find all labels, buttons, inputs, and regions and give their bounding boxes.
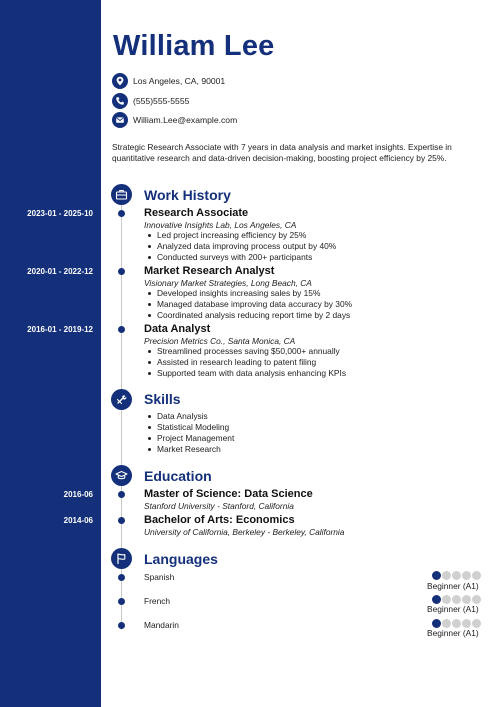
job-bullet: Analyzed data improving process output by 40% bbox=[144, 241, 336, 252]
timeline-dot bbox=[118, 210, 125, 217]
rating-dot-empty bbox=[462, 619, 471, 628]
job-bullet: Supported team with data analysis enhancing KPIs bbox=[144, 368, 346, 379]
language-rating bbox=[432, 571, 481, 580]
job-bullet: Streamlined processes saving $50,000+ annually bbox=[144, 346, 346, 357]
candidate-name: William Lee bbox=[113, 30, 275, 62]
rating-dot-empty bbox=[442, 571, 451, 580]
rating-dot-empty bbox=[442, 595, 451, 604]
left-sidebar-band bbox=[0, 0, 101, 707]
language-rating bbox=[432, 619, 481, 628]
skill-item: Market Research bbox=[144, 444, 234, 455]
contact-address bbox=[112, 73, 225, 89]
education-degree: Master of Science: Data Science bbox=[144, 488, 313, 500]
rating-dot-filled bbox=[432, 595, 441, 604]
email-text[interactable]: William.Lee@example.com bbox=[133, 115, 238, 125]
job-company: Innovative Insights Lab, Los Angeles, CA bbox=[144, 220, 297, 230]
job-bullet: Conducted surveys with 200+ participants bbox=[144, 252, 336, 263]
job-bullets bbox=[144, 230, 336, 263]
skill-item: Data Analysis bbox=[144, 411, 234, 422]
rating-dot-filled bbox=[432, 619, 441, 628]
timeline-dot bbox=[118, 268, 125, 275]
skills-heading: Skills bbox=[144, 391, 181, 407]
job-title: Data Analyst bbox=[144, 323, 211, 335]
contact-phone bbox=[112, 93, 189, 109]
timeline-dot bbox=[118, 598, 125, 605]
job-title: Research Associate bbox=[144, 207, 249, 219]
professional-summary: Strategic Research Associate with 7 years in data analysis and market insights. Expertise in quantitative research and data-driven decision-making, boosting project efficiency by 25%. bbox=[112, 142, 452, 163]
education-school: University of California, Berkeley - Berkeley, California bbox=[144, 527, 345, 537]
graduation-cap-icon bbox=[111, 465, 132, 486]
job-company: Precision Metrics Co., Santa Monica, CA bbox=[144, 336, 296, 346]
rating-dot-empty bbox=[472, 571, 481, 580]
job-company: Visionary Market Strategies, Long Beach, CA bbox=[144, 278, 312, 288]
rating-dot-filled bbox=[432, 571, 441, 580]
language-name: Spanish bbox=[144, 572, 175, 582]
language-level: Beginner (A1) bbox=[427, 628, 479, 638]
skill-item: Project Management bbox=[144, 433, 234, 444]
education-year: 2016-06 bbox=[63, 490, 93, 499]
envelope-icon bbox=[112, 112, 128, 128]
rating-dot-empty bbox=[442, 619, 451, 628]
rating-dot-empty bbox=[452, 571, 461, 580]
hand-tools-icon bbox=[111, 389, 132, 410]
job-dates: 2023-01 - 2025-10 bbox=[27, 209, 93, 218]
location-pin-icon bbox=[112, 73, 128, 89]
job-bullet: Assisted in research leading to patent filing bbox=[144, 357, 346, 368]
phone-text: (555)555-5555 bbox=[133, 96, 190, 106]
job-title: Market Research Analyst bbox=[144, 265, 275, 277]
language-rating bbox=[432, 595, 481, 604]
education-heading: Education bbox=[144, 468, 212, 484]
timeline-dot bbox=[118, 326, 125, 333]
job-bullets bbox=[144, 288, 352, 321]
timeline-dot bbox=[118, 517, 125, 524]
language-name: Mandarin bbox=[144, 620, 179, 630]
job-bullets bbox=[144, 346, 346, 379]
job-dates: 2016-01 - 2019-12 bbox=[27, 325, 93, 334]
education-year: 2014-06 bbox=[63, 516, 93, 525]
languages-heading: Languages bbox=[144, 551, 218, 567]
job-bullet: Managed database improving data accuracy by 30% bbox=[144, 299, 352, 310]
job-dates: 2020-01 - 2022-12 bbox=[27, 267, 93, 276]
skill-item: Statistical Modeling bbox=[144, 422, 234, 433]
language-name: French bbox=[144, 596, 171, 606]
job-bullet: Coordinated analysis reducing report time by 2 days bbox=[144, 310, 352, 321]
timeline-dot bbox=[118, 622, 125, 629]
contact-email bbox=[112, 112, 237, 128]
rating-dot-empty bbox=[462, 595, 471, 604]
phone-icon bbox=[112, 93, 128, 109]
education-degree: Bachelor of Arts: Economics bbox=[144, 514, 295, 526]
rating-dot-empty bbox=[462, 571, 471, 580]
job-bullet: Developed insights increasing sales by 15% bbox=[144, 288, 352, 299]
language-level: Beginner (A1) bbox=[427, 581, 479, 591]
timeline-dot bbox=[118, 574, 125, 581]
education-school: Stanford University - Stanford, California bbox=[144, 501, 294, 511]
job-bullet: Led project increasing efficiency by 25% bbox=[144, 230, 336, 241]
work-history-heading: Work History bbox=[144, 187, 231, 203]
timeline-dot bbox=[118, 491, 125, 498]
rating-dot-empty bbox=[452, 595, 461, 604]
flag-icon bbox=[111, 548, 132, 569]
skills-list bbox=[144, 411, 234, 455]
rating-dot-empty bbox=[472, 619, 481, 628]
rating-dot-empty bbox=[452, 619, 461, 628]
address-text: Los Angeles, CA, 90001 bbox=[133, 76, 226, 86]
rating-dot-empty bbox=[472, 595, 481, 604]
briefcase-icon bbox=[111, 184, 132, 205]
language-level: Beginner (A1) bbox=[427, 604, 479, 614]
